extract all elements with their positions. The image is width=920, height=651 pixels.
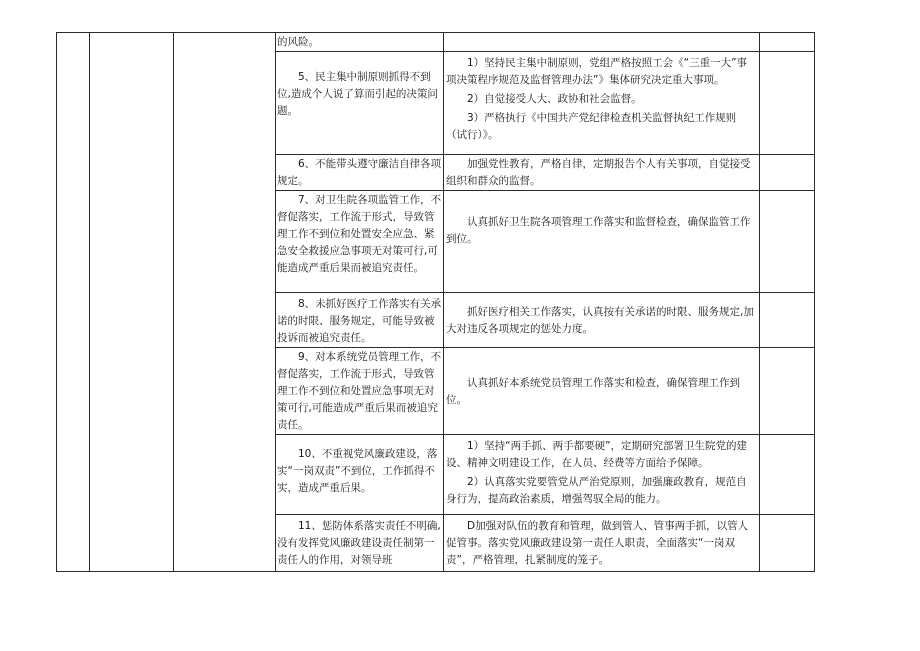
table-row	[57, 33, 815, 52]
measure-cell: 加强党性教育，严格自律，定期报告个人有关事项，自觉接受组织和群众的监督。	[444, 155, 760, 191]
merged-cell-col2	[90, 33, 174, 572]
risk-cell: 6、不能带头遵守廉洁自律各项规定。	[276, 155, 444, 191]
measure-cell: 认真抓好卫生院各项管理工作落实和监督检查，确保监管工作到位。	[444, 191, 760, 293]
merged-cell-col1	[57, 33, 90, 572]
risk-cell: 8、未抓好医疗工作落实有关承诺的时限、服务规定，可能导致被投诉而被追究责任。	[276, 293, 444, 348]
risk-cell: 7、对卫生院各项监管工作，不督促落实，工作流于形式，导致管理工作不到位和处置安全应急、紧急安全救援应急事项无对策可行,可能造成严重后果而被追究责任。	[276, 191, 444, 293]
measure-cell: 认真抓好本系统党员管理工作落实和检查，确保管理工作到位。	[444, 348, 760, 435]
risk-cell: 5、民主集中制原则抓得不到位,造成个人说了算而引起的决策问题。	[276, 52, 444, 155]
remark-cell	[760, 348, 815, 435]
risk-cell: 9、对本系统党员管理工作，不督促落实，工作流于形式，导致管理工作不到位和处置应急事项无对策可行,可能造成严重后果而被追究责任。	[276, 348, 444, 435]
merged-cell-col3	[174, 33, 276, 572]
risk-cell: 10、不重视党风廉政建设，落实“一岗双责”不到位，工作抓得不实，造成严重后果。	[276, 435, 444, 515]
remark-cell	[760, 293, 815, 348]
measure-cell: D加强对队伍的教育和管理，做到管人、管事两手抓，以管人促管事。落实党风廉政建设第一责任人职责，全面落实“一岗双责”，严格管理，扎紧制度的笼子。	[444, 515, 760, 572]
measure-cell: 抓好医疗相关工作落实，认真按有关承诺的时限、服务规定,加大对违反各项规定的惩处力度。	[444, 293, 760, 348]
risk-control-table	[56, 32, 815, 572]
remark-cell	[760, 33, 815, 52]
measure-cell: 1）坚持“两手抓、两手都要硬”，定期研究部署卫生院党的建设、精神文明建设工作，在人员、经费等方面给予保障。 2）认真落实党要管党从严治党原则，加强廉政教育，规范自身行为，提高政治素质，增强驾驭全局的能力。	[444, 435, 760, 515]
remark-cell	[760, 155, 815, 191]
measure-cell	[444, 33, 760, 52]
remark-cell	[760, 515, 815, 572]
measure-cell: 1）坚持民主集中制原则，党组严格按照工会《“三重一大”事项决策程序规范及监督管理办法”》集体研究决定重大事项。 2）自觉接受人大、政协和社会监督。 3）严格执行《中国共产党纪律检查机关监督执纪工作规则（试行）》。	[444, 52, 760, 155]
remark-cell	[760, 52, 815, 155]
remark-cell	[760, 435, 815, 515]
remark-cell	[760, 191, 815, 293]
risk-cell: 11、惩防体系落实责任不明确,没有发挥党风廉政建设责任制第一责任人的作用，对领导班	[276, 515, 444, 572]
risk-cell: 的风险。	[276, 33, 444, 52]
